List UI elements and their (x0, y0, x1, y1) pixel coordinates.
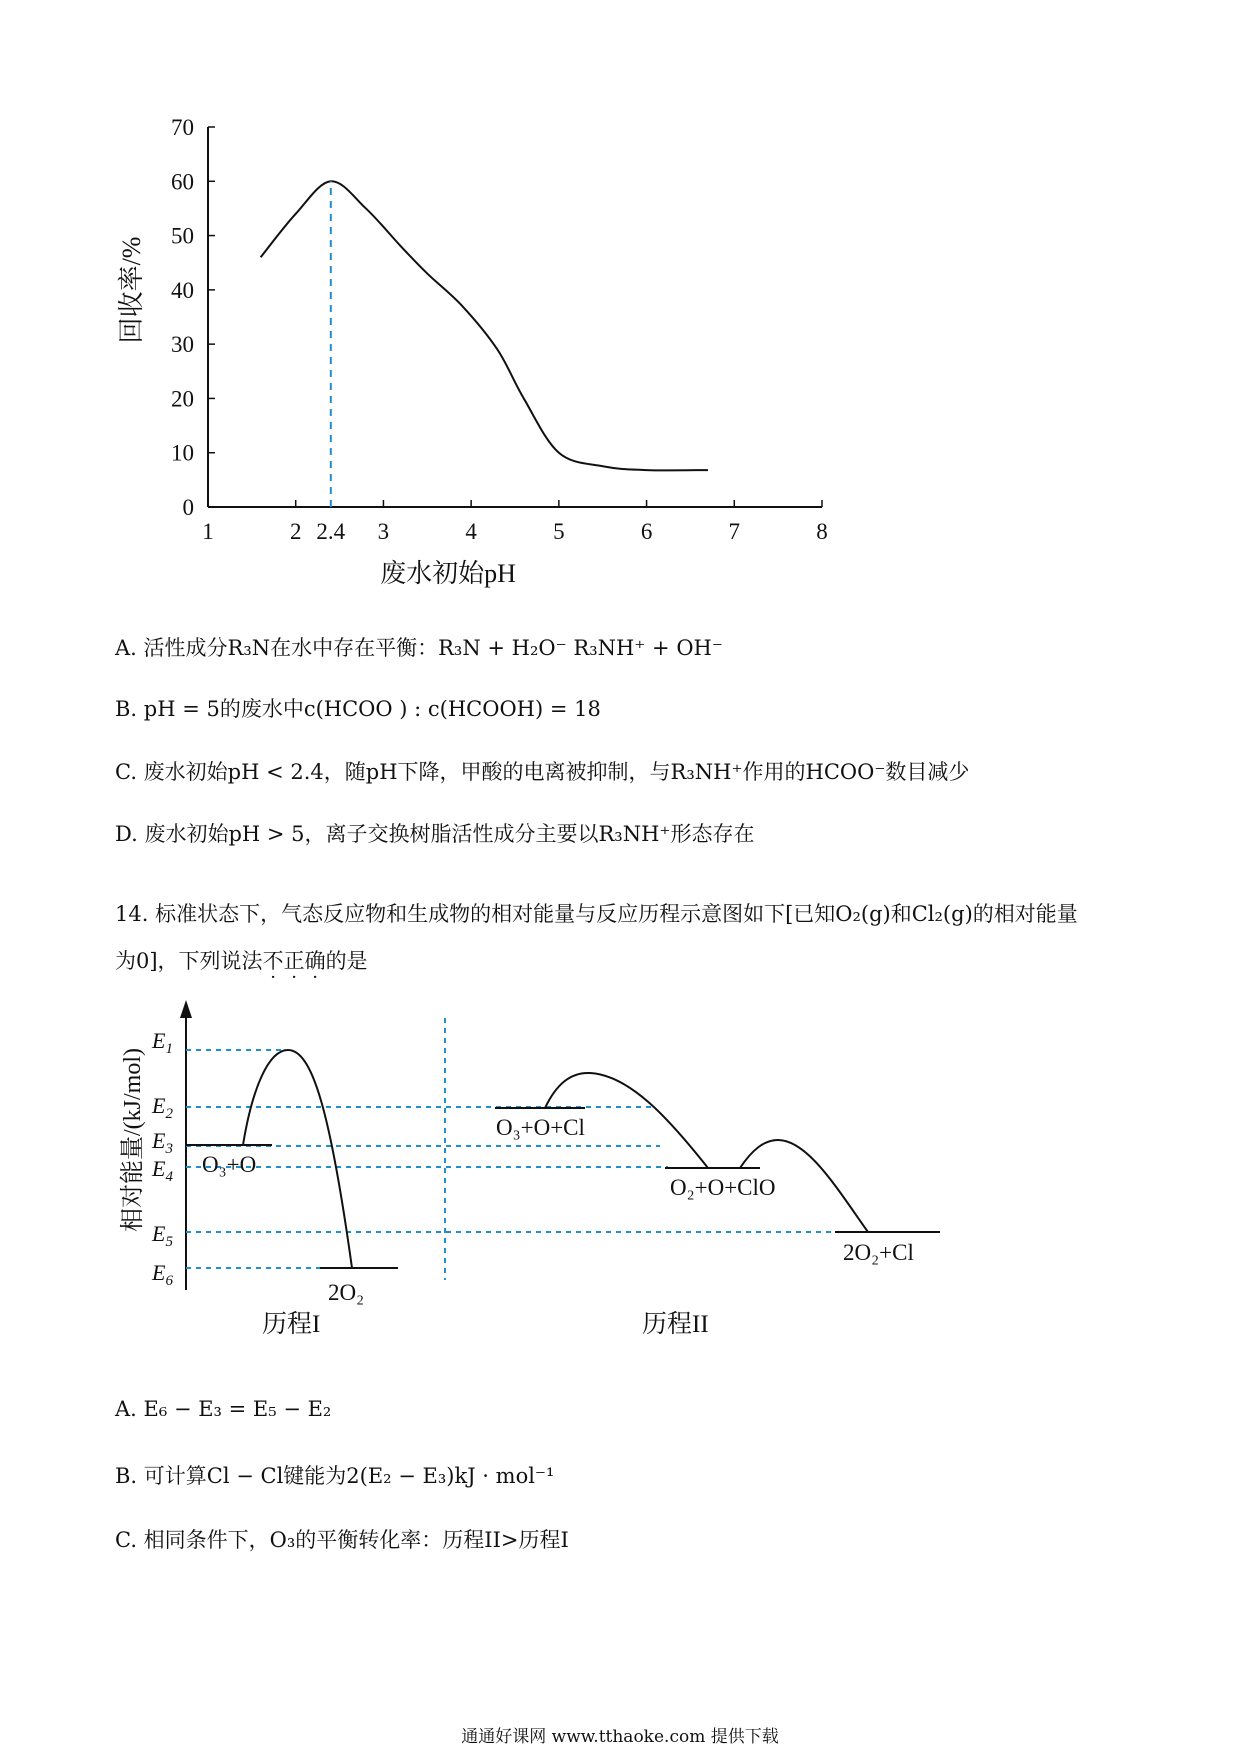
y-tick-label: 30 (171, 332, 194, 358)
energy-axis-arrow (180, 1000, 192, 1018)
label-2o2: 2O₂ (328, 1280, 365, 1305)
level-label-e2: $E_2$ (152, 1093, 173, 1122)
emphasis-char: 正 (283, 949, 305, 973)
energy-diagram (0, 990, 1240, 1350)
level-label-e3: $E_3$ (152, 1128, 173, 1157)
q13-option-d: D. 废水初始pH > 5，离子交换树脂活性成分主要以R₃NH⁺形态存在 (115, 822, 755, 846)
x-tick-label: 2 (289, 519, 302, 544)
x-tick-label: 1 (202, 519, 214, 544)
q13-option-a: A. 活性成分R₃N在水中存在平衡：R₃N + H₂O⁻ R₃NH⁺ + OH⁻ (115, 636, 723, 660)
x-tick-label: 6 (640, 519, 653, 544)
recovery-chart (0, 0, 1240, 600)
y-tick-label: 10 (171, 440, 194, 466)
x-tick-label: 4 (465, 519, 477, 544)
energy-axis-label: 相对能量/(kJ/mol) (120, 1048, 146, 1232)
x-tick-label: 3 (377, 519, 390, 544)
page-footer: 通通好课网 www.tthaoke.com 提供下载 (461, 1727, 779, 1747)
q14-option-a: A. E₆ − E₃ = E₅ − E₂ (115, 1397, 332, 1421)
label-o2-o-clo: O₂+O+ClO (670, 1175, 776, 1200)
q14-stem-emphasis (263, 949, 326, 973)
chart-axes (208, 127, 822, 507)
y-tick-label: 0 (182, 495, 194, 520)
y-tick-label: 50 (171, 223, 194, 249)
x-axis-label: 废水初始pH (380, 559, 516, 588)
q13-option-b: B. pH = 5的废水中c(HCOO ) : c(HCOOH) = 18 (115, 697, 601, 721)
q14-stem-before: 为0]，下列说法 (115, 949, 263, 973)
x-tick-label: 2.4 (316, 519, 346, 544)
chart-lines (261, 181, 708, 507)
chart-ticks (171, 115, 828, 544)
process1-label: 历程I (262, 1311, 321, 1338)
process1-curve (243, 1050, 352, 1268)
q14-stem-after: 的是 (325, 949, 368, 973)
label-o3-o: O₃+O (202, 1152, 257, 1177)
process2-label: 历程II (642, 1311, 709, 1338)
y-tick-label: 20 (171, 386, 194, 412)
x-tick-label: 7 (728, 519, 741, 544)
emphasis-char: 不 (262, 949, 284, 973)
y-axis-label: 回收率/% (117, 236, 146, 344)
q14-option-b: B. 可计算Cl − Cl键能为2(E₂ − E₃)kJ · mol⁻¹ (115, 1464, 555, 1488)
q14-option-c: C. 相同条件下，O₃的平衡转化率：历程II>历程I (115, 1528, 569, 1552)
q13-option-c: C. 废水初始pH < 2.4，随pH下降，甲酸的电离被抑制，与R₃NH⁺作用的HCOO⁻数目减少 (115, 760, 970, 784)
level-label-e6: $E_6$ (152, 1260, 173, 1289)
level-label-e1: $E_1$ (152, 1028, 173, 1057)
q14-stem-line1: 14. 标准状态下，气态反应物和生成物的相对能量与反应历程示意图如下[已知O₂(g)和Cl₂(g)的相对能量 (115, 902, 1078, 926)
level-label-e5: $E_5$ (152, 1221, 173, 1250)
x-tick-label: 5 (553, 519, 565, 544)
emphasis-char: 确 (304, 949, 326, 973)
label-2o2-cl: 2O₂+Cl (843, 1240, 914, 1265)
y-tick-label: 40 (171, 277, 194, 303)
label-o3-o-cl: O₃+O+Cl (496, 1115, 585, 1140)
y-tick-label: 70 (171, 115, 194, 140)
q14-stem-line2 (115, 945, 368, 975)
y-tick-label: 60 (171, 169, 194, 195)
level-label-e4: $E_4$ (152, 1156, 173, 1185)
series-line (261, 181, 708, 470)
x-tick-label: 8 (816, 519, 828, 544)
